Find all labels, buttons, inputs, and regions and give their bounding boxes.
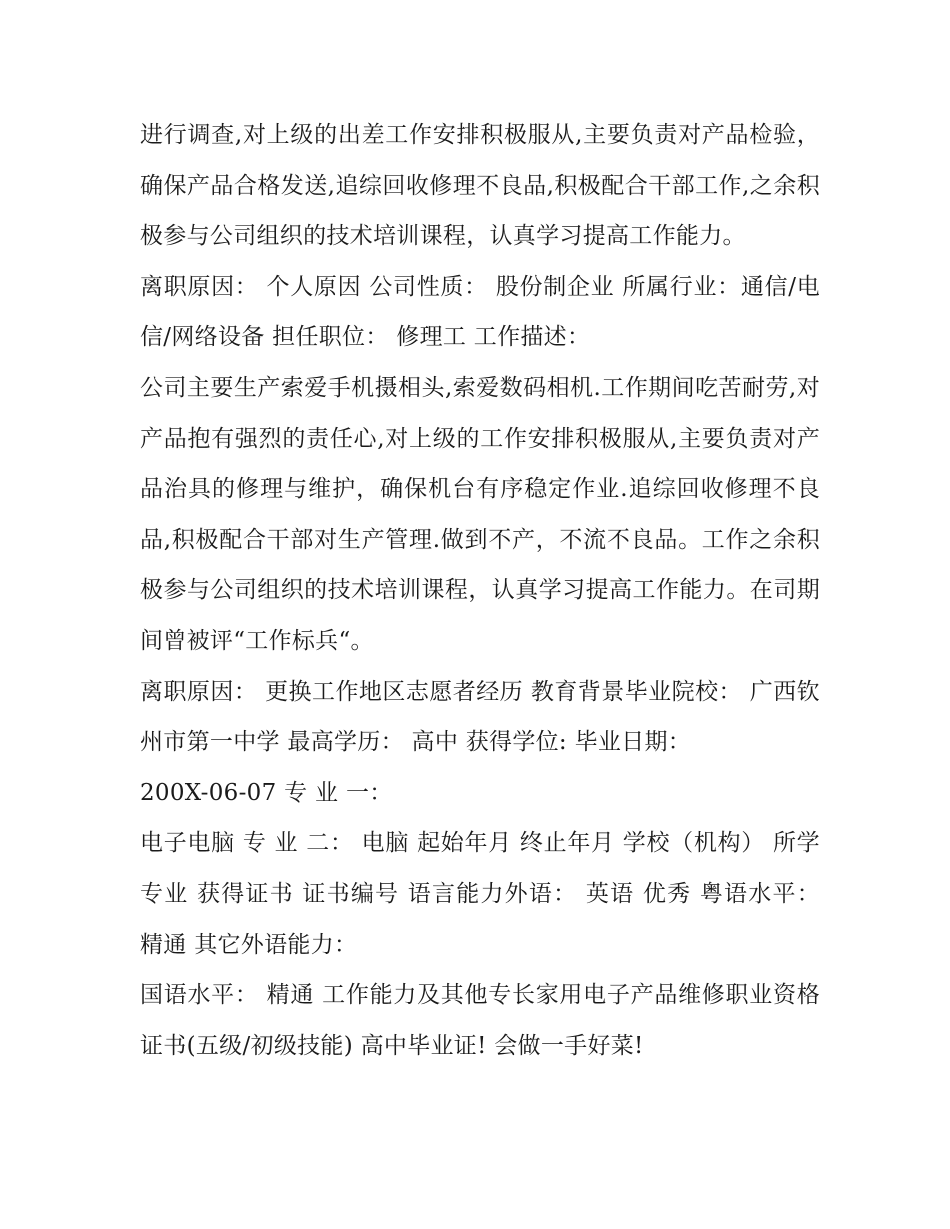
document-body — [140, 110, 820, 1071]
paragraph-work-duties: 进行调查,对上级的出差工作安排积极服从,主要负责对产品检验，确保产品合格发送,追综回收修理不良品,积极配合干部工作,之余积极参与公司组织的技术培训课程，认真学习提高工作能力。 — [140, 122, 820, 250]
paragraph-graduation-date: 200X-06-07 专 业 一： — [140, 779, 393, 806]
paragraph-skills: 国语水平： 精通 工作能力及其他专长家用电子产品维修职业资格证书(五级/初级技能) 高中毕业证! 会做一手好菜! — [140, 982, 820, 1059]
paragraph-job-info: 离职原因： 个人原因 公司性质： 股份制企业 所属行业：通信/电信/网络设备 担任职位： 修理工 工作描述： — [140, 273, 820, 351]
paragraph-education: 离职原因： 更换工作地区志愿者经历 教育背景毕业院校： 广西钦州市第一中学 最高学历： 高中 获得学位: 毕业日期： — [140, 678, 820, 756]
paragraph-job-description: 公司主要生产索爱手机摄相头,索爱数码相机.工作期间吃苦耐劳,对产品抱有强烈的责任心,对上级的工作安排积极服从,主要负责对产品治具的修理与维护，确保机台有序稳定作业.追综回收修理不良品,积极配合干部对生产管理.做到不产，不流不良品。工作之余积极参与公司组织的技术培训课程，认真学习提高工作能力。在司期间曾被评“工作标兵“。 — [140, 374, 820, 654]
paragraph-major-language: 电子电脑 专 业 二： 电脑 起始年月 终止年月 学校（机构） 所学专业 获得证书 证书编号 语言能力外语： 英语 优秀 粤语水平： 精通 其它外语能力： — [140, 830, 820, 958]
